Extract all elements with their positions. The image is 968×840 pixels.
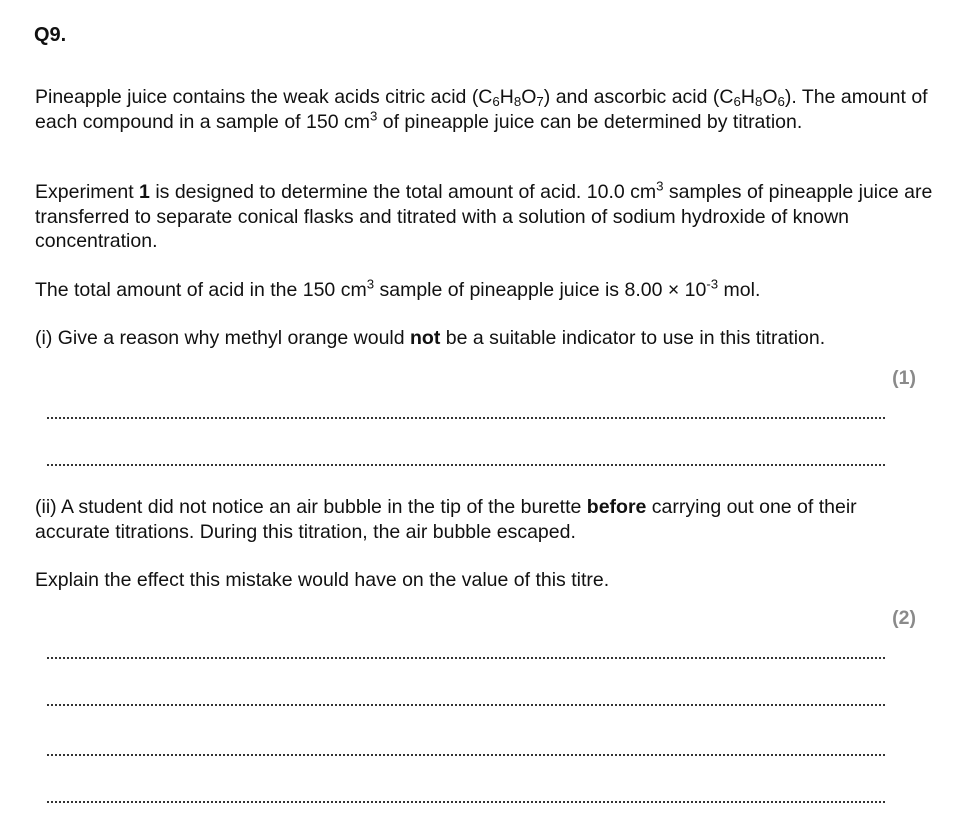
answer-line[interactable]	[47, 417, 885, 419]
answer-line[interactable]	[47, 464, 885, 466]
answer-line[interactable]	[47, 657, 885, 659]
answer-line[interactable]	[47, 704, 885, 706]
total-acid-statement: The total amount of acid in the 150 $cm^3$ sample of pineapple juice is $8.00 \times 10^{-3}$ mol.	[35, 276, 761, 301]
experiment-paragraph: Experiment 1 is designed to determine the total amount of acid. 10.0 $cm^3$ samples of pineapple juice are transferred to separate conical flasks and titrated with a solution of sodium hydroxide of known concentration.	[35, 178, 933, 252]
part-ii-prompt: (ii) A student did not notice an air bubble in the tip of the burette before carrying out one of their accurate titrations. During this titration, the air bubble escaped.	[35, 496, 857, 543]
part-i-marks: (1)	[892, 367, 916, 389]
intro-paragraph: Pineapple juice contains the weak acids citric acid $(C_6H_8O_7)$ and ascorbic acid $(C_6H_8O_6)$. The amount of each compound in a sample of 150 $cm^3$ of pineapple juice can be determined by titration.	[35, 86, 928, 133]
part-i-prompt: (i) Give a reason why methyl orange would not be a suitable indicator to use in this titration.	[35, 327, 826, 349]
question-number: Q9.	[34, 24, 67, 46]
part-ii-marks: (2)	[892, 607, 916, 629]
answer-line[interactable]	[47, 801, 885, 803]
answer-line[interactable]	[47, 754, 885, 756]
part-ii-explain-prompt: Explain the effect this mistake would have on the value of this titre.	[35, 569, 610, 591]
